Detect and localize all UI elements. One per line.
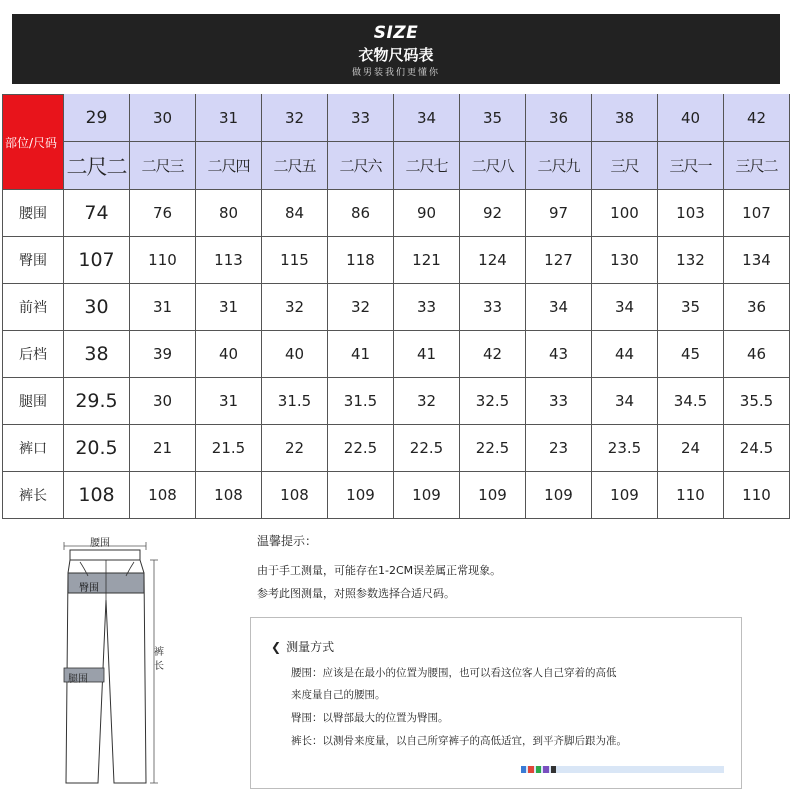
table-cell: 22.5 <box>328 425 394 472</box>
measurement-header <box>271 638 334 655</box>
diagram-length-label: 裤长 <box>154 647 164 672</box>
table-cell: 76 <box>130 190 196 237</box>
table-cell: 31 <box>130 284 196 331</box>
table-cell: 34 <box>592 378 658 425</box>
color-dot <box>536 766 541 773</box>
table-cell: 35.5 <box>724 378 790 425</box>
table-cell: 32 <box>394 378 460 425</box>
waist-chinese-size: 二尺四 <box>196 142 262 190</box>
table-cell: 80 <box>196 190 262 237</box>
table-cell: 34 <box>592 284 658 331</box>
table-cell: 41 <box>328 331 394 378</box>
size-header: 33 <box>328 94 394 142</box>
table-cell: 22.5 <box>460 425 526 472</box>
table-cell: 109 <box>460 472 526 519</box>
table-cell: 36 <box>724 284 790 331</box>
table-cell: 115 <box>262 237 328 284</box>
row-label: 裤口 <box>2 425 64 472</box>
table-cell: 92 <box>460 190 526 237</box>
table-cell: 22.5 <box>394 425 460 472</box>
table-cell: 33 <box>394 284 460 331</box>
banner-title: SIZE <box>373 23 419 43</box>
measure-length-line: 裤长：以测骨来度量，以自己所穿裤子的高低适宜，到平齐脚后跟为准。 <box>291 735 627 747</box>
waist-chinese-size: 二尺六 <box>328 142 394 190</box>
waist-chinese-size: 二尺八 <box>460 142 526 190</box>
table-cell: 90 <box>394 190 460 237</box>
banner-subtitle: 衣物尺码表 <box>358 46 434 64</box>
table-cell: 31 <box>196 378 262 425</box>
row-label: 裤长 <box>2 472 64 519</box>
table-cell: 127 <box>526 237 592 284</box>
size-header: 36 <box>526 94 592 142</box>
size-header: 42 <box>724 94 790 142</box>
waist-chinese-size: 三尺一 <box>658 142 724 190</box>
table-cell: 21 <box>130 425 196 472</box>
table-cell: 23.5 <box>592 425 658 472</box>
table-cell: 30 <box>64 284 130 331</box>
color-dot <box>543 766 548 773</box>
table-cell: 121 <box>394 237 460 284</box>
table-cell: 32 <box>328 284 394 331</box>
table-cell: 31 <box>196 284 262 331</box>
row-label: 后档 <box>2 331 64 378</box>
color-dot <box>528 766 533 773</box>
row-label: 臀围 <box>2 237 64 284</box>
table-cell: 108 <box>262 472 328 519</box>
size-header: 30 <box>130 94 196 142</box>
measurement-method-box <box>250 617 742 789</box>
color-dot <box>521 766 526 773</box>
table-cell: 40 <box>196 331 262 378</box>
table-cell: 107 <box>724 190 790 237</box>
table-cell: 33 <box>526 378 592 425</box>
measure-waist-line-1: 腰围：应该是在最小的位置为腰围，也可以看这位客人自己穿着的高低 <box>291 667 617 679</box>
table-cell: 110 <box>658 472 724 519</box>
size-table <box>2 94 790 520</box>
table-cell: 109 <box>328 472 394 519</box>
table-cell: 24 <box>658 425 724 472</box>
tips-line-reference: 参考此图测量，对照参数选择合适尺码。 <box>257 587 455 600</box>
diagram-hip-label: 臀围 <box>79 583 99 594</box>
size-header: 32 <box>262 94 328 142</box>
color-dots <box>521 766 556 773</box>
table-cell: 32 <box>262 284 328 331</box>
table-cell: 110 <box>724 472 790 519</box>
table-cell: 108 <box>130 472 196 519</box>
waist-chinese-size: 二尺二 <box>64 142 130 190</box>
table-cell: 31.5 <box>262 378 328 425</box>
size-header: 38 <box>592 94 658 142</box>
table-cell: 21.5 <box>196 425 262 472</box>
table-cell: 97 <box>526 190 592 237</box>
row-label: 前裆 <box>2 284 64 331</box>
header-banner <box>12 14 780 84</box>
tips-line-error: 由于手工测量，可能存在1-2CM误差属正常现象。 <box>257 564 502 577</box>
table-cell: 109 <box>394 472 460 519</box>
waist-chinese-size: 二尺七 <box>394 142 460 190</box>
waist-chinese-size: 三尺 <box>592 142 658 190</box>
diagram-thigh-label: 腿围 <box>68 674 88 685</box>
table-cell: 113 <box>196 237 262 284</box>
measurement-title: 测量方式 <box>286 640 335 654</box>
size-header: 29 <box>64 94 130 142</box>
table-cell: 84 <box>262 190 328 237</box>
color-dot <box>551 766 556 773</box>
table-cell: 35 <box>658 284 724 331</box>
size-header: 34 <box>394 94 460 142</box>
waist-chinese-size: 二尺三 <box>130 142 196 190</box>
table-cell: 34.5 <box>658 378 724 425</box>
table-cell: 20.5 <box>64 425 130 472</box>
chevron-left-icon: ❮ <box>271 640 282 654</box>
table-cell: 22 <box>262 425 328 472</box>
table-cell: 86 <box>328 190 394 237</box>
table-cell: 124 <box>460 237 526 284</box>
table-cell: 44 <box>592 331 658 378</box>
waist-chinese-size: 二尺五 <box>262 142 328 190</box>
table-cell: 108 <box>64 472 130 519</box>
table-cell: 134 <box>724 237 790 284</box>
table-cell: 39 <box>130 331 196 378</box>
size-header: 31 <box>196 94 262 142</box>
table-cell: 46 <box>724 331 790 378</box>
table-cell: 29.5 <box>64 378 130 425</box>
table-cell: 30 <box>130 378 196 425</box>
table-cell: 34 <box>526 284 592 331</box>
table-cell: 31.5 <box>328 378 394 425</box>
table-cell: 109 <box>592 472 658 519</box>
row-label: 腿围 <box>2 378 64 425</box>
table-cell: 41 <box>394 331 460 378</box>
table-cell: 24.5 <box>724 425 790 472</box>
measure-hip-line: 臀围：以臀部最大的位置为臀围。 <box>291 712 449 724</box>
table-cell: 130 <box>592 237 658 284</box>
waist-chinese-size: 二尺九 <box>526 142 592 190</box>
table-cell: 103 <box>658 190 724 237</box>
table-cell: 33 <box>460 284 526 331</box>
size-header: 35 <box>460 94 526 142</box>
diagram-waist-label: 腰围 <box>90 538 110 549</box>
pants-diagram <box>50 528 175 790</box>
table-cell: 109 <box>526 472 592 519</box>
table-cell: 23 <box>526 425 592 472</box>
table-cell: 100 <box>592 190 658 237</box>
banner-slogan: 做男装我们更懂你 <box>351 68 440 78</box>
table-cell: 40 <box>262 331 328 378</box>
measure-waist-line-2: 来度量自己的腰围。 <box>291 689 386 701</box>
table-cell: 38 <box>64 331 130 378</box>
table-cell: 107 <box>64 237 130 284</box>
row-label: 腰围 <box>2 190 64 237</box>
tips-title: 温馨提示： <box>257 534 318 548</box>
table-cell: 118 <box>328 237 394 284</box>
waist-chinese-size: 三尺二 <box>724 142 790 190</box>
table-cell: 132 <box>658 237 724 284</box>
table-cell: 43 <box>526 331 592 378</box>
table-cell: 32.5 <box>460 378 526 425</box>
table-cell: 45 <box>658 331 724 378</box>
size-header: 40 <box>658 94 724 142</box>
table-cell: 110 <box>130 237 196 284</box>
table-cell: 74 <box>64 190 130 237</box>
table-corner-header: 部位/尺码 <box>2 94 64 190</box>
table-cell: 108 <box>196 472 262 519</box>
table-cell: 42 <box>460 331 526 378</box>
